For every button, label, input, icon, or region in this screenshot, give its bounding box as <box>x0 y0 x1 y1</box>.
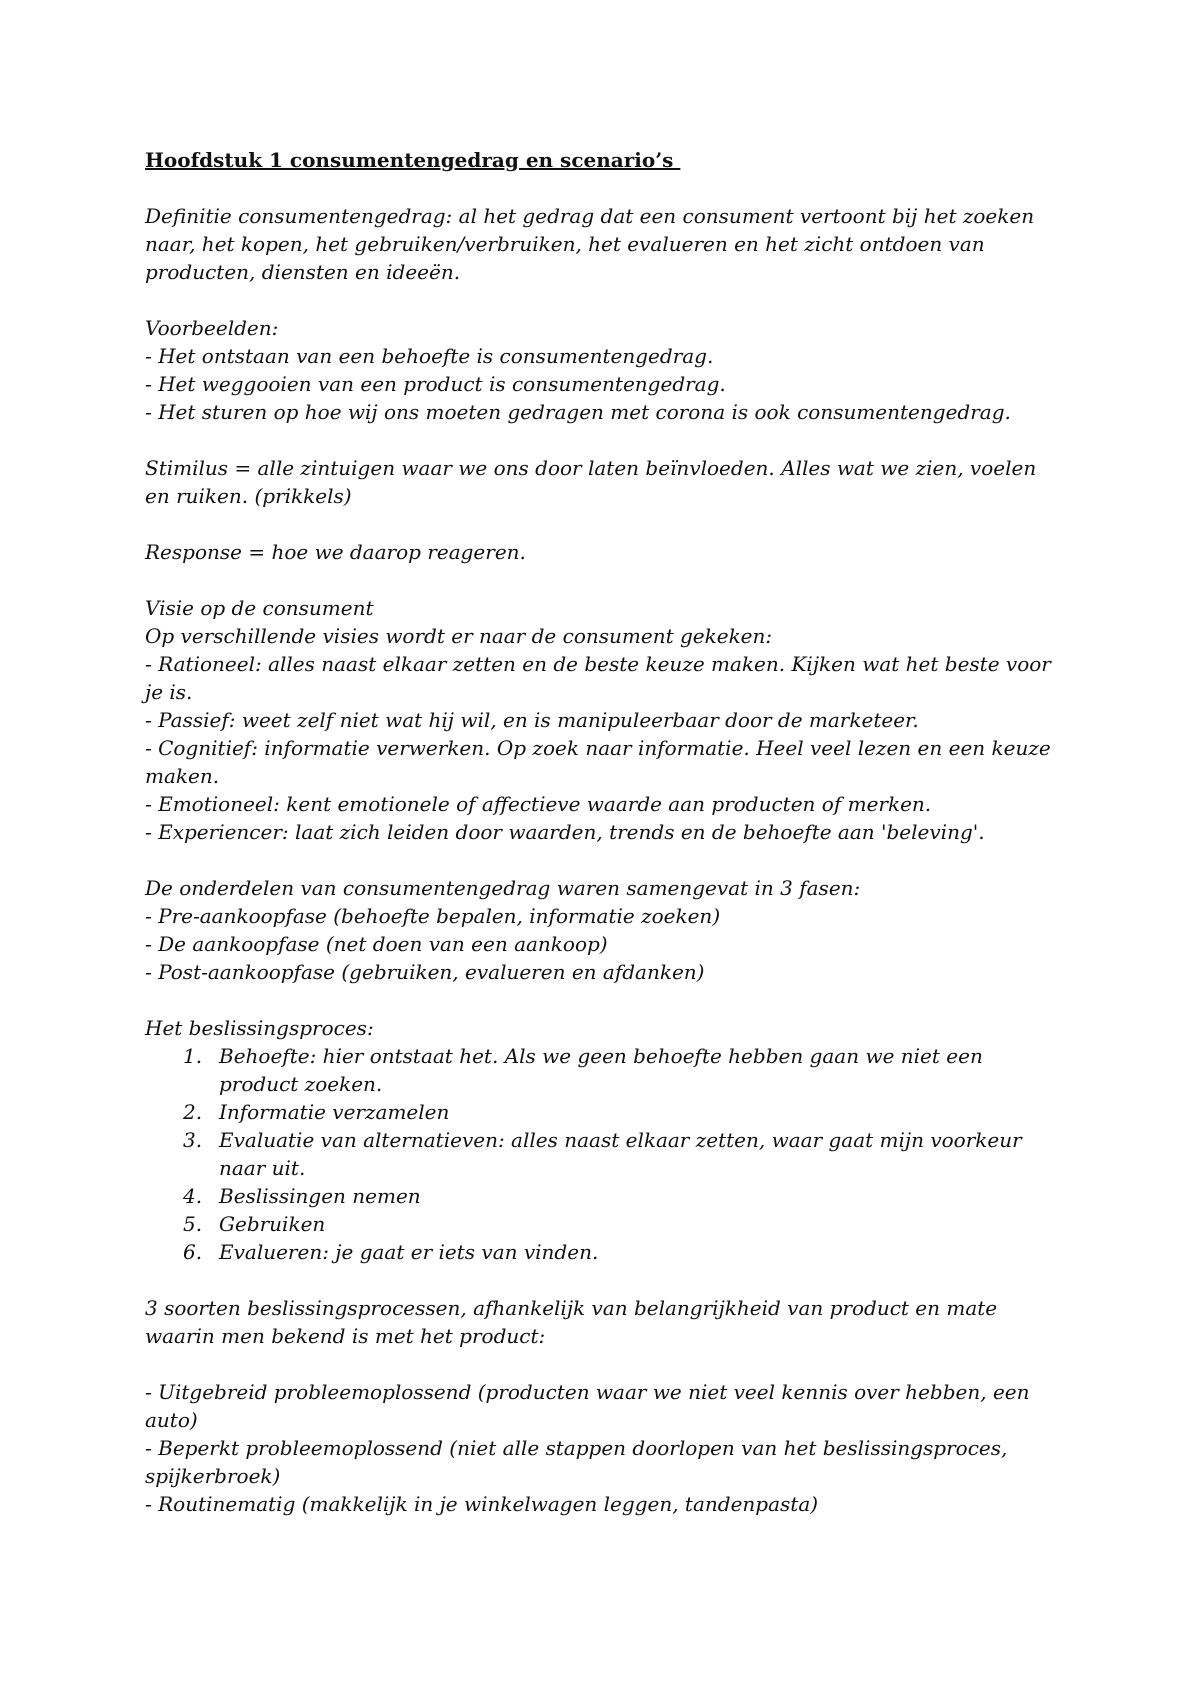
stimulus-paragraph: Stimilus = alle zintuigen waar we ons door laten beïnvloeden. Alles wat we zien, voelen en ruiken. (prikkels) <box>145 456 1037 508</box>
step-number: 2. <box>183 1100 203 1124</box>
step-number: 1. <box>183 1044 203 1068</box>
decision-types-heading: 3 soorten beslissingsprocessen, afhankelijk van belangrijkheid van product en mate waarin men bekend is met het product: <box>145 1296 998 1348</box>
phase-item: - Post-aankoopfase (gebruiken, evalueren en afdanken) <box>145 960 705 984</box>
phase-item: - Pre-aankoopfase (behoefte bepalen, informatie zoeken) <box>145 904 721 928</box>
example-item: - Het weggooien van een product is consumentengedrag. <box>145 372 726 396</box>
step-text: Behoefte: hier ontstaat het. Als we geen behoefte hebben gaan we niet een product zoeken. <box>219 1044 983 1096</box>
phase-item: - De aankoopfase (net doen van een aankoop) <box>145 932 608 956</box>
vision-item: - Experiencer: laat zich leiden door waarden, trends en de behoefte aan 'beleving'. <box>145 820 985 844</box>
decision-process-list <box>145 1042 1065 1266</box>
step-number: 6. <box>183 1240 203 1264</box>
decision-step <box>183 1238 1065 1266</box>
decision-step <box>183 1126 1065 1182</box>
examples-heading: Voorbeelden: <box>145 316 279 340</box>
decision-step <box>183 1182 1065 1210</box>
phases-heading: De onderdelen van consumentengedrag waren samengevat in 3 fasen: <box>145 876 861 900</box>
step-text: Beslissingen nemen <box>219 1184 421 1208</box>
example-item: - Het sturen op hoe wij ons moeten gedragen met corona is ook consumentengedrag. <box>145 400 1011 424</box>
step-number: 5. <box>183 1212 203 1236</box>
decision-type-item: - Beperkt probleemoplossend (niet alle stappen doorlopen van het beslissingsproces, spijkerbroek) <box>145 1436 1008 1488</box>
decision-step <box>183 1098 1065 1126</box>
example-item: - Het ontstaan van een behoefte is consumentengedrag. <box>145 344 714 368</box>
vision-section <box>145 594 1065 846</box>
vision-heading: Visie op de consument <box>145 596 374 620</box>
vision-item: - Rationeel: alles naast elkaar zetten en de beste keuze maken. Kijken wat het beste voor je is. <box>145 652 1051 704</box>
step-text: Evalueren: je gaat er iets van vinden. <box>219 1240 599 1264</box>
page-title: Hoofdstuk 1 consumentengedrag en scenario’s <box>145 148 681 172</box>
vision-item: - Emotioneel: kent emotionele of affectieve waarde aan producten of merken. <box>145 792 932 816</box>
phases-section <box>145 874 1065 986</box>
response-paragraph: Response = hoe we daarop reageren. <box>145 540 526 564</box>
definition-paragraph: Definitie consumentengedrag: al het gedrag dat een consument vertoont bij het zoeken naar, het kopen, het gebruiken/verbruiken, het evalueren en het zicht ontdoen van producten, diensten en ideeën. <box>145 204 1035 284</box>
vision-item: - Cognitief: informatie verwerken. Op zoek naar informatie. Heel veel lezen en een keuze maken. <box>145 736 1051 788</box>
step-text: Evaluatie van alternatieven: alles naast elkaar zetten, waar gaat mijn voorkeur naar uit. <box>219 1128 1022 1180</box>
decision-process-heading: Het beslissingsproces: <box>145 1016 374 1040</box>
vision-item: - Passief: weet zelf niet wat hij wil, en is manipuleerbaar door de marketeer. <box>145 708 919 732</box>
step-number: 3. <box>183 1128 203 1152</box>
decision-step <box>183 1210 1065 1238</box>
step-text: Gebruiken <box>219 1212 326 1236</box>
document-body <box>145 146 1065 1518</box>
decision-step <box>183 1042 1065 1098</box>
step-number: 4. <box>183 1184 203 1208</box>
decision-type-item: - Routinematig (makkelijk in je winkelwagen leggen, tandenpasta) <box>145 1492 819 1516</box>
examples-section <box>145 314 1065 426</box>
vision-intro: Op verschillende visies wordt er naar de consument gekeken: <box>145 624 773 648</box>
step-text: Informatie verzamelen <box>219 1100 450 1124</box>
decision-type-item: - Uitgebreid probleemoplossend (producten waar we niet veel kennis over hebben, een auto) <box>145 1380 1030 1432</box>
decision-types-section <box>145 1378 1065 1518</box>
